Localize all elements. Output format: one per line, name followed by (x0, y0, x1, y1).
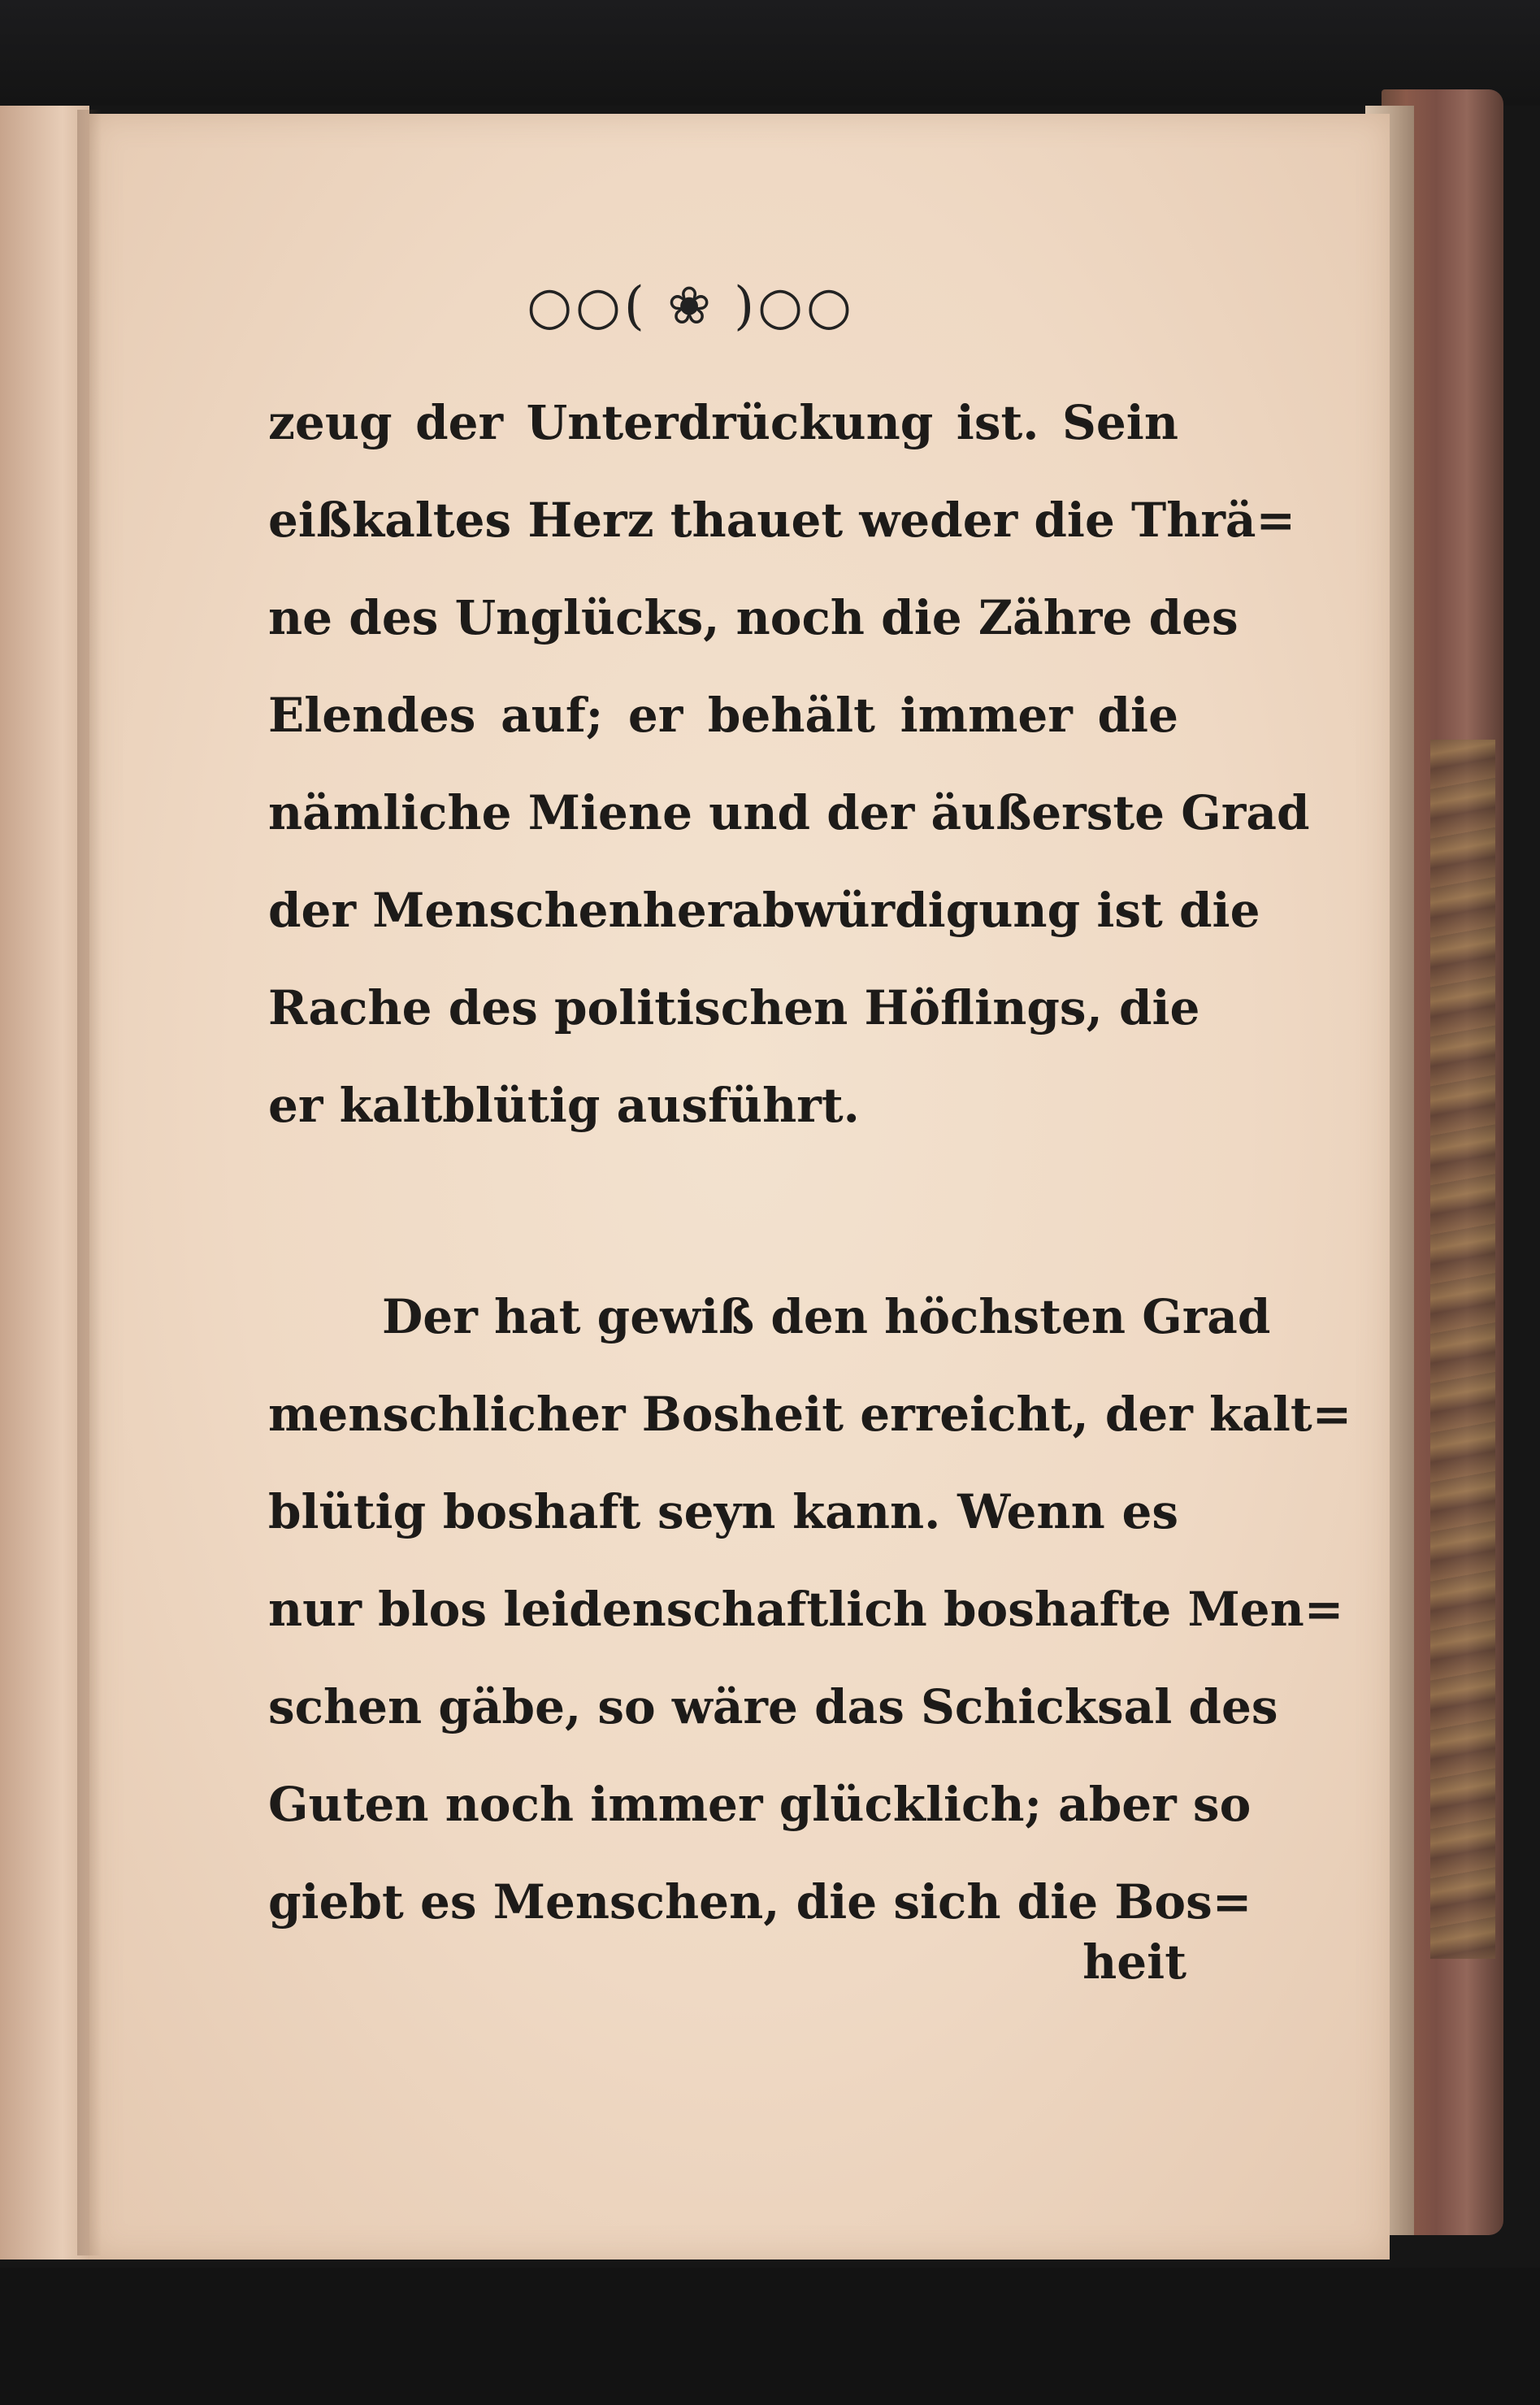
text-line: Guten noch immer glücklich; aber so (268, 1777, 1252, 1832)
text-line: Rache des politischen Höflings, die (268, 980, 1200, 1035)
text-line: eißkaltes Herz thauet weder die Thrä= (268, 493, 1296, 548)
text-line: nur blos leidenschaftlich boshafte Men= (268, 1582, 1344, 1637)
paragraph-2 (268, 1268, 1352, 1951)
paragraph-gap (268, 1154, 1178, 1268)
facing-page (0, 106, 89, 2260)
text-line: giebt es Menschen, die sich die Bos= (268, 1874, 1252, 1930)
text-line: nämliche Miene und der äußerste Grad (268, 785, 1310, 840)
text-line: blütig boshaft seyn kann. Wenn es (268, 1484, 1178, 1539)
text-line: schen gäbe, so wäre das Schicksal des (268, 1679, 1278, 1734)
paragraph-1 (268, 374, 1310, 1154)
text-line: zeug der Unterdrückung ist. Sein (268, 395, 1178, 450)
page-gutter (77, 110, 102, 2255)
text-line: menschlicher Bosheit erreicht, der kalt= (268, 1387, 1352, 1442)
page-text (268, 374, 1352, 1951)
dark-background-bottom (0, 2268, 1540, 2405)
marbled-edge (1430, 740, 1495, 1959)
text-line: ne des Unglücks, noch die Zähre des (268, 590, 1239, 645)
dark-background-top (0, 0, 1540, 106)
page-header-ornament: ○○( ❀ )○○ (527, 276, 855, 336)
text-line: Elendes auf; er behält immer die (268, 688, 1178, 743)
catchword: heit (1082, 1934, 1186, 1990)
text-line: Der hat gewiß den höchsten Grad (382, 1289, 1271, 1344)
text-line: er kaltblütig ausführt. (268, 1078, 860, 1133)
text-line: der Menschenherabwürdigung ist die (268, 883, 1260, 938)
